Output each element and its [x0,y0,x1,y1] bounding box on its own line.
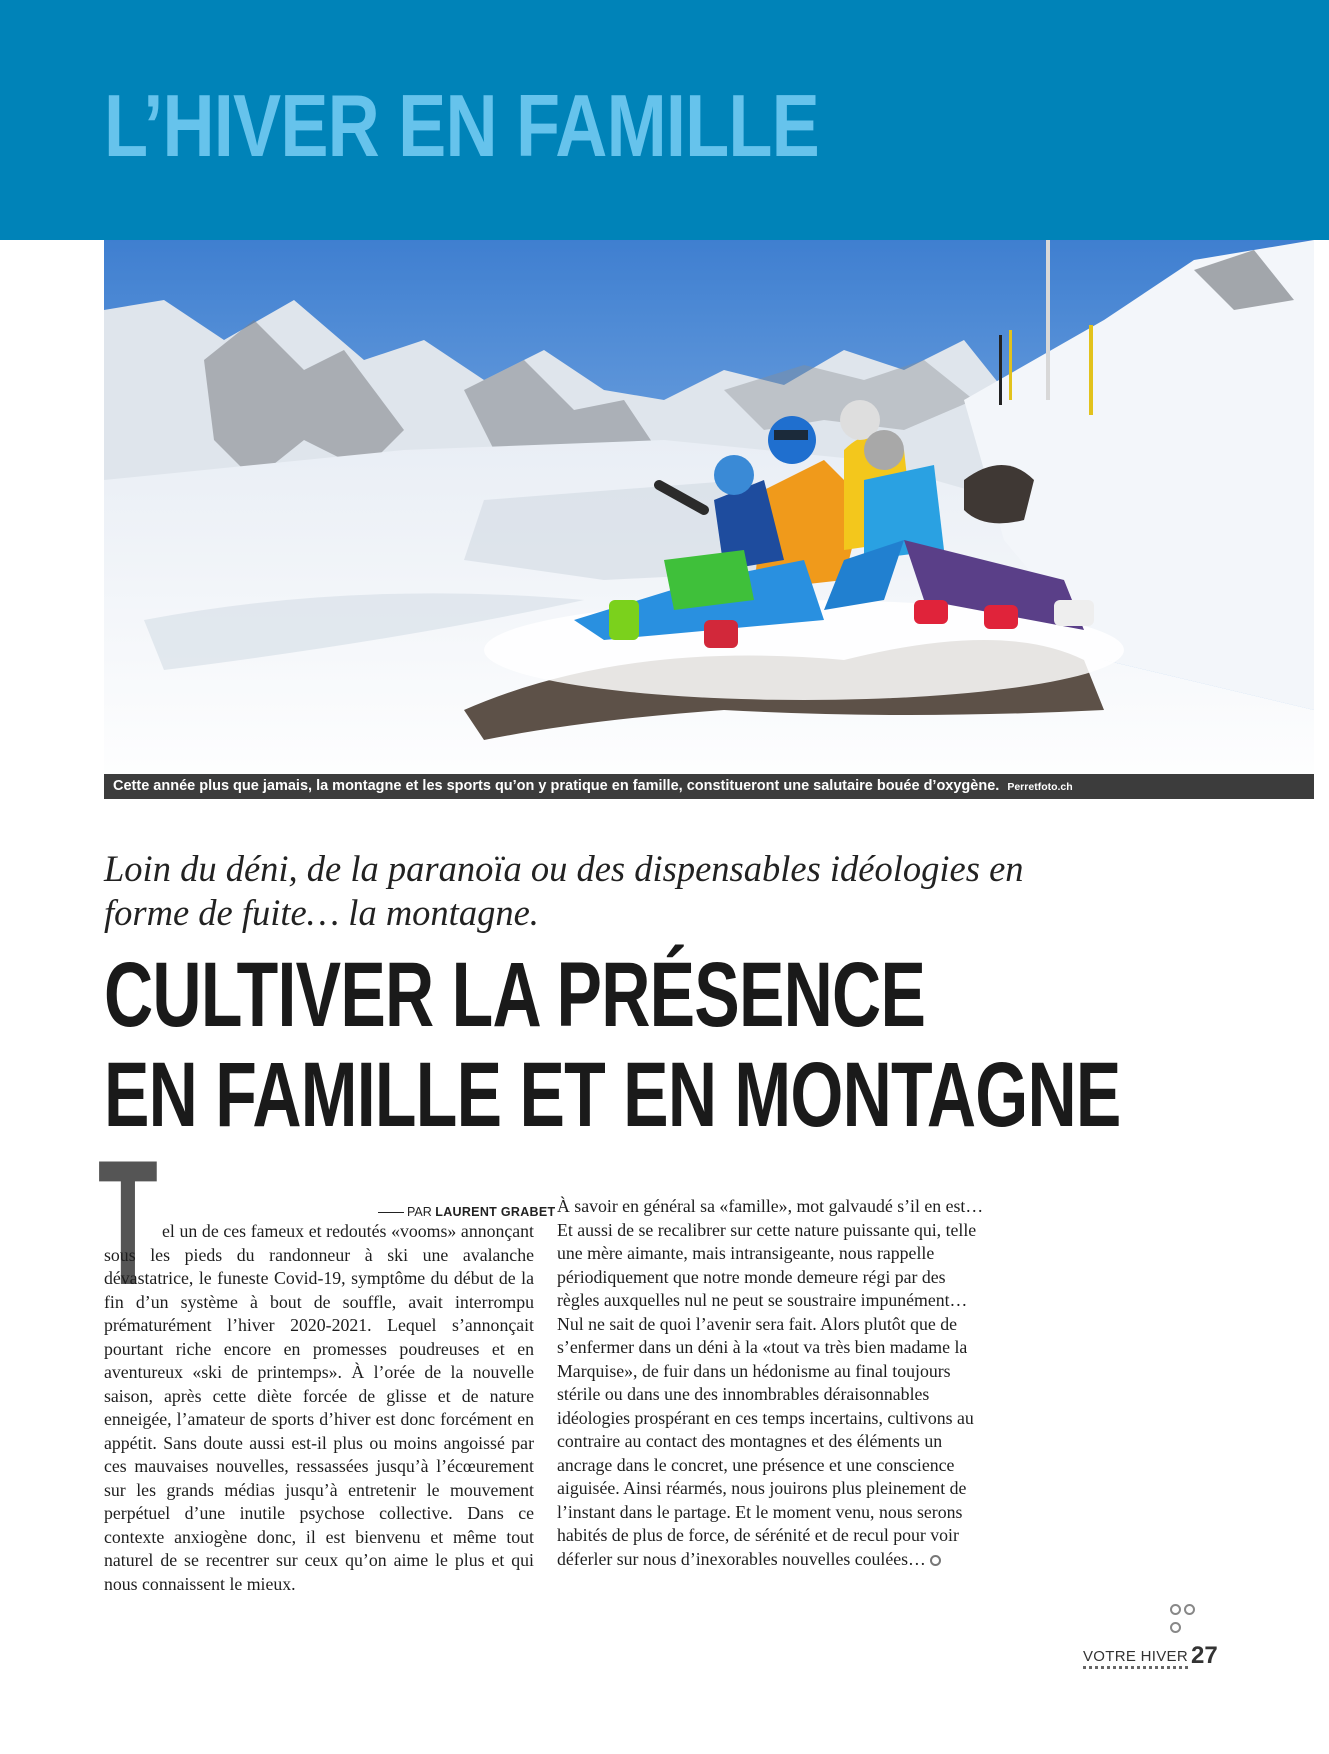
page-number: 27 [1190,1642,1218,1669]
column-2-text: À savoir en général sa «famille», mot galvaudé s’il en est… Et aussi de se recalibrer sur cette nature puissante qui, telle une mère aimante, mais intransigeante, nous rappelle périodiquement que notre monde demeure régi par des règles auxquelles nul ne peut se soustraire impunément… Nul ne sait de quoi l’avenir sera fait. Alors plutôt que de s’enfermer dans un déni à la «tout va très bien madame la Marquise», de fuir dans un hédonisme au final toujours stérile ou dans une des innombrables déraisonnables idéologies prospérant en ces temps incertains, cultivons au contraire au contact des montagnes et des éléments un ancrage dans le concret, une présence et une conscience aiguisée. Ainsi réarmés, nous jouirons plus pleinement de l’instant dans le partage. Et le moment venu, nous serons habités de plus de force, de sérénité et de recul pour voir déferler sur nous d’inexorables nouvelles coulées… [557,1196,984,1569]
byline-author: LAURENT GRABET [435,1205,556,1219]
section-title: L’HIVER EN FAMILLE [104,76,819,175]
caption-text: Cette année plus que jamais, la montagne et les sports qu’on y pratique en famille, constitueront une salutaire bouée d’oxygène. [113,778,1000,794]
mountain-family-illustration [104,240,1314,798]
photo-credit: Perretfoto.ch [1007,781,1073,793]
article-headline [104,945,1121,1145]
continued-dots-icon [1170,1602,1210,1614]
article-column-1 [104,1220,534,1596]
end-of-article-icon [930,1555,941,1566]
section-banner [0,0,1329,240]
column-2-paragraph [557,1195,985,1571]
photo-caption [104,774,1314,799]
byline [378,1205,556,1219]
byline-rule [378,1212,404,1213]
headline-line-2: EN FAMILLE ET EN MONTAGNE [104,1044,1121,1146]
magazine-name: VOTRE HIVER [1083,1648,1188,1669]
hero-photo [104,240,1314,798]
headline-line-1: CULTIVER LA PRÉSENCE [104,944,926,1046]
byline-prefix: PAR [407,1205,432,1219]
article-column-2 [557,1195,985,1571]
article-kicker: Loin du déni, de la paranoïa ou des dispensables idéologies en forme de fuite… la montagne. [104,848,1024,933]
column-1-text: el un de ces fameux et redoutés «vooms» annonçant sous les pieds du randonneur à ski une avalanche dévastatrice, le funeste Covid-19, symptôme du début de la fin d’un système à bout de souffle, avait interrompu prématurément l’hiver 2020-2021. Lequel s’annonçait pourtant riche encore en promesses poudreuses et en aventureux «ski de printemps». À l’orée de la nouvelle saison, après cette diète forcée de glisse et de nature enneigée, l’amateur de sports d’hiver est donc forcément en appétit. Sans doute aussi est-il plus ou moins angoissé par ces mauvaises nouvelles, ressassées jusqu’à l’écœurement sur les grands médias jusqu’à entretenir le mouvement perpétuel d’une inutile psychose collective. Dans ce contexte anxiogène donc, il est bienvenu et même tout naturel de se recentrer sur ceux qu’on aime le plus et qui nous connaissent le mieux. [104,1221,534,1594]
drop-cap: T [98,1123,158,1322]
page-footer [1083,1643,1218,1673]
